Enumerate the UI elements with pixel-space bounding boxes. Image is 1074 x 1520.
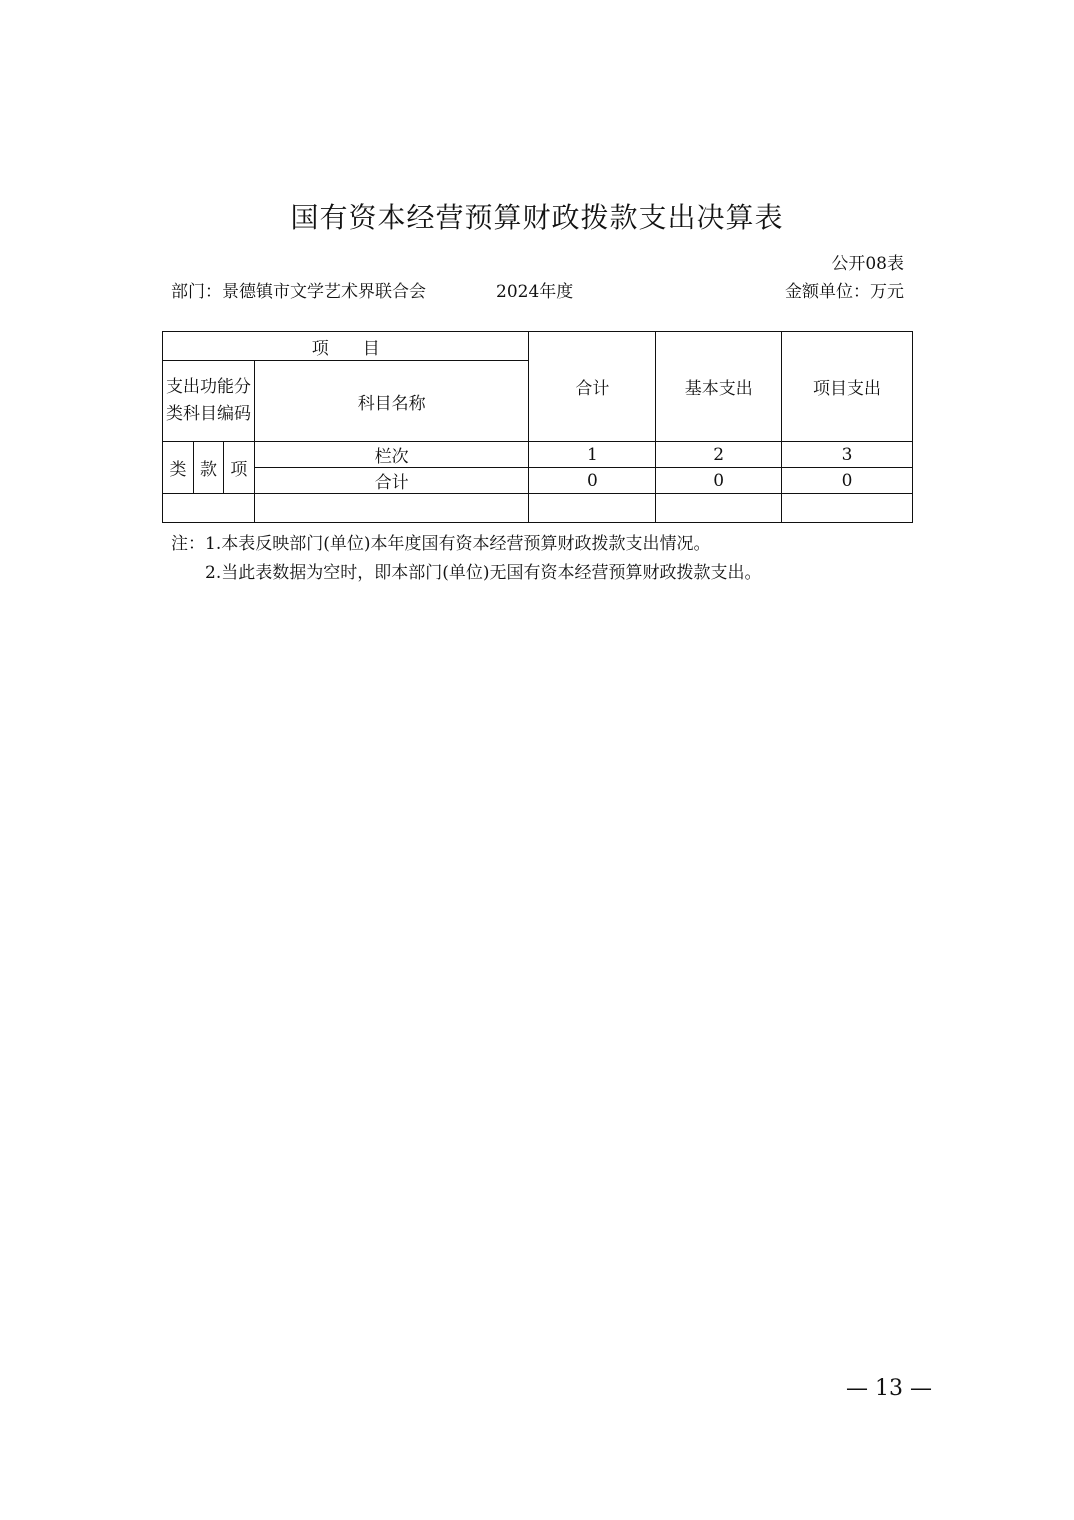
table-notes [171, 530, 761, 588]
cell-seq-1: 1 [529, 442, 656, 468]
cell-empty-3 [782, 494, 913, 523]
table-header-row [163, 332, 913, 361]
cell-total-2: 0 [656, 468, 782, 494]
cell-seq-3: 3 [782, 442, 913, 468]
form-number: 公开08表 [831, 254, 904, 274]
header-basic: 基本支出 [656, 332, 782, 442]
header-subject-name: 科目名称 [254, 361, 529, 442]
amount-unit: 金额单位：万元 [785, 282, 904, 302]
table-row-total [163, 468, 913, 494]
cell-empty-name [254, 494, 529, 523]
department-label: 部门：景德镇市文学艺术界联合会 [171, 282, 426, 302]
cell-empty-1 [529, 494, 656, 523]
header-total: 合计 [529, 332, 656, 442]
table-row-empty [163, 494, 913, 523]
note-2: 2.当此表数据为空时，即本部门(单位)无国有资本经营预算财政拨款支出。 [205, 563, 762, 583]
table-row-sequence [163, 442, 913, 468]
cell-total-3: 0 [782, 468, 913, 494]
cell-seq-2: 2 [656, 442, 782, 468]
header-project: 项目支出 [782, 332, 913, 442]
page-title: 国有资本经营预算财政拨款支出决算表 [290, 201, 784, 234]
cell-empty-code [163, 494, 255, 523]
cell-empty-2 [656, 494, 782, 523]
header-kuan: 款 [193, 442, 223, 494]
note-1: 注：1.本表反映部门(单位)本年度国有资本经营预算财政拨款支出情况。 [171, 534, 711, 554]
expenditure-table [162, 331, 913, 523]
header-code-group: 支出功能分类科目编码 [163, 361, 255, 442]
header-xiang: 项 [223, 442, 254, 494]
cell-total-label: 合计 [254, 468, 529, 494]
cell-total-1: 0 [529, 468, 656, 494]
page-number: — 13 — [846, 1376, 932, 1401]
header-lei: 类 [163, 442, 194, 494]
cell-seq-label: 栏次 [254, 442, 529, 468]
header-item: 项 目 [163, 332, 529, 361]
fiscal-year: 2024年度 [496, 282, 574, 302]
